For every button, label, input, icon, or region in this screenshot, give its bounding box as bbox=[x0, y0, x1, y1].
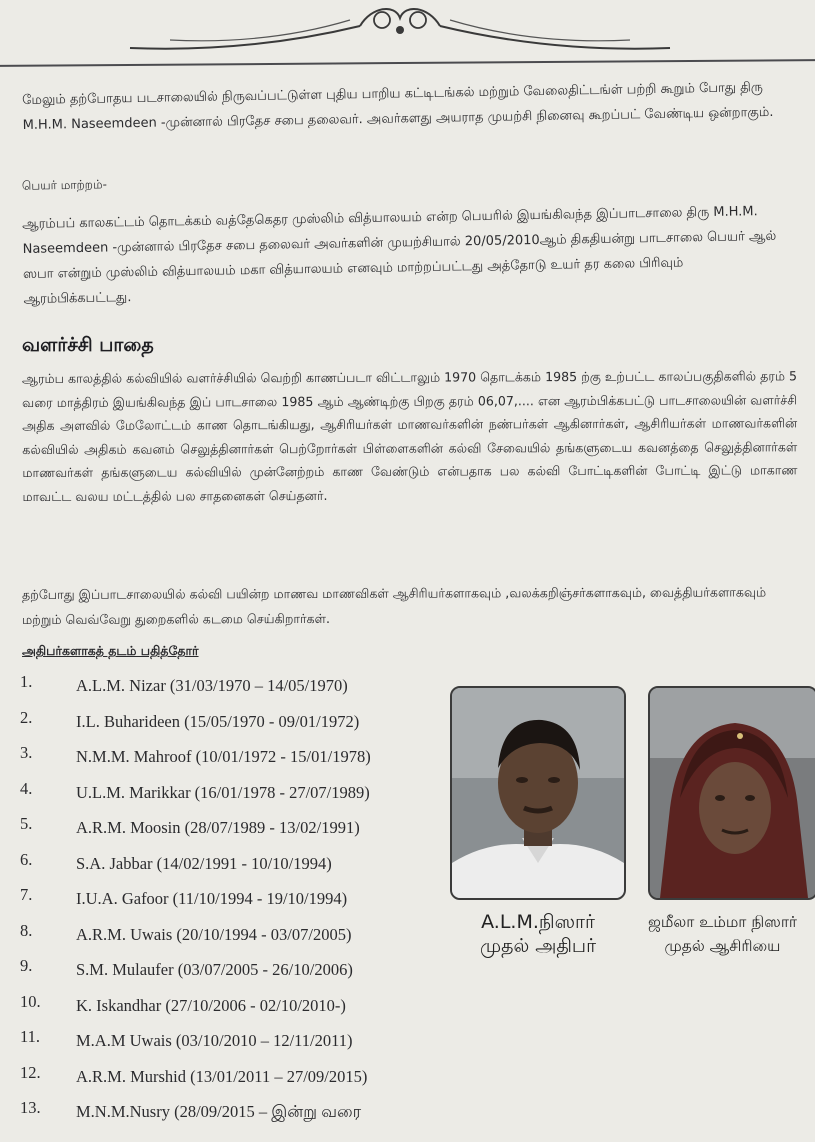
principal-entry: M.A.M Uwais (03/10/2010 – 12/11/2011) bbox=[76, 1031, 353, 1050]
principal-entry: A.R.M. Uwais (20/10/1994 - 03/07/2005) bbox=[76, 924, 352, 944]
alumni-paragraph: தற்போது இப்பாடசாலையில் கல்வி பயின்ற மாணவ மாணவிகள் ஆசிரியர்களாகவும் ,வலக்கறிஞ்சர்களாகவும், வைத்தியர்களாகவும் மற்றும் வெவ்வேறு துறைகளில் கடமை செய்கிறார்கள். bbox=[22, 584, 767, 627]
first-teacher-photo bbox=[648, 686, 815, 900]
list-item bbox=[20, 992, 460, 1028]
principal-entry: S.M. Mulaufer (03/07/2005 - 26/10/2006) bbox=[76, 960, 353, 979]
rename-section-label: பெயர் மாற்றம்- bbox=[21, 177, 107, 193]
list-item bbox=[20, 956, 460, 992]
principal-entry: M.N.M.Nusry (28/09/2015 – இன்று வரை bbox=[76, 1102, 362, 1121]
list-number: 3. bbox=[20, 743, 33, 762]
list-number: 8. bbox=[20, 920, 33, 940]
list-number: 1. bbox=[20, 672, 33, 691]
list-item bbox=[20, 1027, 460, 1063]
list-item bbox=[20, 672, 460, 708]
list-item bbox=[20, 814, 460, 850]
list-number: 2. bbox=[20, 707, 33, 727]
header-divider bbox=[0, 59, 815, 67]
principal-entry: I.L. Buharideen (15/05/1970 - 09/01/1972) bbox=[76, 711, 360, 731]
principal-entry: A.R.M. Murshid (13/01/2011 – 27/09/2015) bbox=[76, 1066, 368, 1086]
caption-role: முதல் ஆசிரியை bbox=[664, 937, 781, 955]
list-number: 9. bbox=[20, 956, 33, 975]
list-item bbox=[20, 885, 460, 921]
list-item bbox=[20, 779, 460, 815]
first-teacher-caption bbox=[630, 910, 815, 958]
principal-entry: S.A. Jabbar (14/02/1991 - 10/10/1994) bbox=[76, 853, 332, 873]
principal-entry: A.L.M. Nizar (31/03/1970 – 14/05/1970) bbox=[76, 676, 348, 695]
list-number: 7. bbox=[20, 885, 33, 904]
list-number: 6. bbox=[20, 849, 33, 869]
caption-name: ஜமீலா உம்மா நிஸார் bbox=[647, 913, 798, 931]
list-item bbox=[20, 1098, 460, 1134]
principals-label: அதிபர்களாகத் தடம் பதித்தோர் bbox=[22, 643, 199, 658]
principal-entry: U.L.M. Marikkar (16/01/1978 - 27/07/1989) bbox=[76, 782, 370, 802]
list-number: 12. bbox=[20, 1062, 41, 1082]
principal-entry: N.M.M. Mahroof (10/01/1972 - 15/01/1978) bbox=[76, 747, 371, 766]
list-item bbox=[20, 708, 460, 744]
growth-paragraph: ஆரம்ப காலத்தில் கல்வியில் வளர்ச்சியில் வெற்றி காணப்படா விட்டாலும் 1970 தொடக்கம் 1985 ற்கு உற்பட்ட காலப்பகுதிகளில் தரம் 5 வரை மாத்திரம் இயங்கிவந்த இப் பாடசாலை 1985 ஆம் ஆண்டிற்கு பிறகு தரம் 06,07,.... என ஆரம்பிக்கபட்டு பாடசாலையின் வளர்ச்சி அதிக அளவில் மேலோட்டம் காண தொடங்கியது, ஆசிரியர்கள் மாணவர்களின் நண்பர்கள் ஆகினார்கள், ஆசிரியர்கள் மாணவர்களின் கல்வியில் அதிகம் கவனம் செலுத்தினார்கள் பெற்றோர்கள் பிள்ளைகளின் கல்வி சேவையில் தங்களுடைய கவனத்தை செலுத்தினார்கள் மாணவர்கள் தங்களுடைய கல்வியில் முன்னேற்றம் காண வேண்டும் என்பதாக பல கல்வி போட்டிகளின் போட்டி இட்டு மாகாண மாவட்ட வலய மட்டத்தில் பல சாதனைகள் செய்தனர். bbox=[22, 368, 798, 504]
principals-list bbox=[20, 672, 460, 1134]
list-item bbox=[20, 1063, 460, 1099]
intro-paragraph: மேலும் தற்போதய படசாலையில் நிருவப்பட்டுள்ள புதிய பாறிய கட்டிடங்கல் மற்றும் வேலைதிட்டங்ள் பற்றி கூறும் போது திரு M.H.M. Naseemdeen -முன்னால் பிரதேச சபை தலைவர். அவர்களது அயராத முயற்சி நினைவு கூறப்பட் வேண்டிய ஒன்றாகும். bbox=[22, 80, 774, 133]
decorative-ornament bbox=[110, 0, 690, 60]
principal-entry: I.U.A. Gafoor (11/10/1994 - 19/10/1994) bbox=[76, 889, 348, 908]
list-number: 10. bbox=[20, 991, 41, 1011]
list-number: 5. bbox=[20, 814, 33, 833]
first-principal-photo bbox=[450, 686, 626, 900]
first-principal-caption bbox=[448, 910, 628, 958]
caption-name: A.L.M.நிஸார் bbox=[481, 911, 595, 933]
list-number: 11. bbox=[20, 1027, 41, 1046]
rename-paragraph: ஆரம்பப் காலகட்டம் தொடக்கம் வத்தேகெதர முஸ்லிம் வித்யாலயம் என்ற பெயரில் இயங்கிவந்த இப்பாடசாலை திரு M.H.M. Naseemdeen -முன்னால் பிரதேச சபை தலைவர் அவர்களின் முயற்சியால் 20/05/2010ஆம் திகதியன்று பாடசாலை பெயர் ஆல் ஸபா என்றும் முஸ்லிம் வித்யாலயம் மகா வித்யாலயம் எனவும் மாற்றப்பட்டது அத்தோடு உயர் தர கலை பிரிவும் ஆரம்பிக்கபட்டது. bbox=[22, 204, 777, 307]
principal-entry: K. Iskandhar (27/10/2006 - 02/10/2010-) bbox=[76, 995, 346, 1015]
list-item bbox=[20, 743, 460, 779]
list-number: 4. bbox=[20, 778, 33, 798]
principal-entry: A.R.M. Moosin (28/07/1989 - 13/02/1991) bbox=[76, 818, 360, 837]
list-item bbox=[20, 850, 460, 886]
list-number: 13. bbox=[20, 1098, 41, 1117]
caption-role: முதல் அதிபர் bbox=[479, 935, 597, 957]
growth-heading: வளர்ச்சி பாதை bbox=[22, 334, 154, 356]
list-item bbox=[20, 921, 460, 957]
